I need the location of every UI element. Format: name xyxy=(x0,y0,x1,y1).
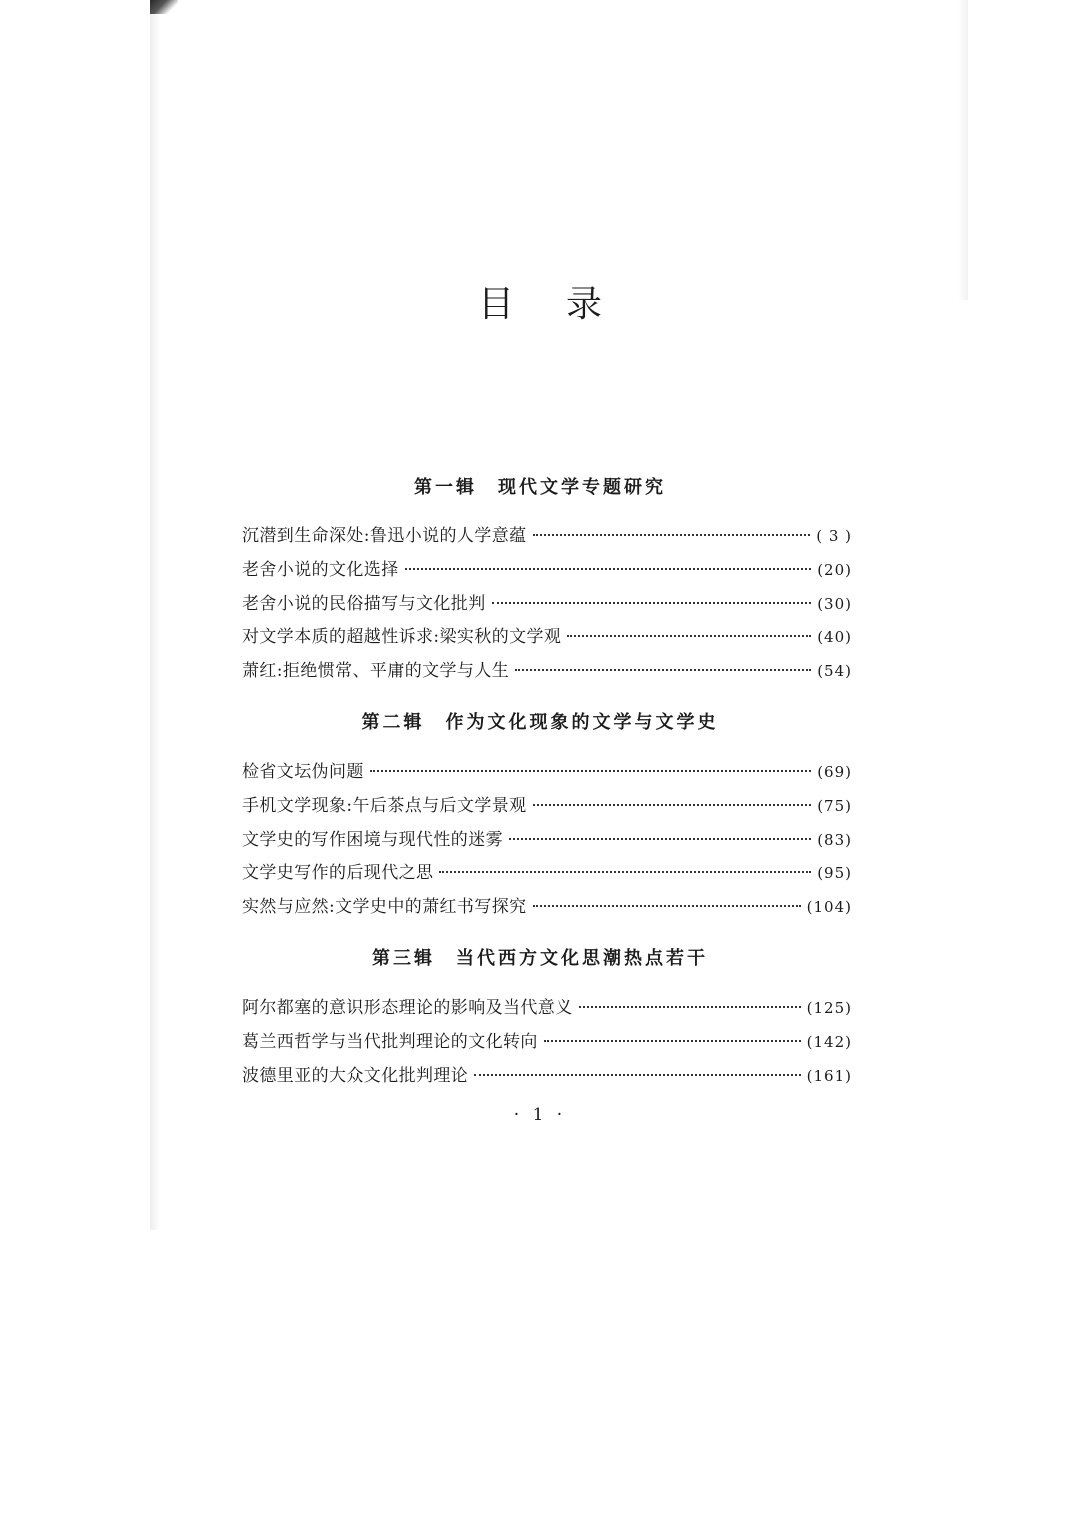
toc-list-section-1 xyxy=(242,520,852,689)
toc-entry[interactable] xyxy=(242,588,852,622)
section-heading-3: 第三辑 当代西方文化思潮热点若干 xyxy=(372,948,708,969)
dot-leader xyxy=(567,635,811,637)
dot-leader xyxy=(370,770,811,772)
toc-entry-title: 实然与应然:文学史中的萧红书写探究 xyxy=(242,897,527,917)
toc-entry-title: 老舍小说的民俗描写与文化批判 xyxy=(242,593,486,614)
toc-entry-title: 文学史的写作困境与现代性的迷雾 xyxy=(242,829,503,850)
toc-entry[interactable] xyxy=(242,891,852,925)
toc-entry-page: (125) xyxy=(806,999,852,1017)
page-number: · 1 · xyxy=(513,1105,567,1125)
toc-entry-page: (75) xyxy=(817,796,852,815)
toc-entry-title: 对文学本质的超越性诉求:梁实秋的文学观 xyxy=(242,627,562,648)
toc-entry-page: (161) xyxy=(806,1066,852,1085)
toc-entry[interactable] xyxy=(242,824,852,858)
section-heading-1: 第一辑 现代文学专题研究 xyxy=(414,477,666,498)
toc-entry[interactable] xyxy=(242,756,852,790)
toc-entry[interactable] xyxy=(242,857,852,891)
toc-entry[interactable] xyxy=(242,1026,852,1060)
toc-entry-page: (142) xyxy=(806,1032,852,1051)
toc-entry-page: (83) xyxy=(817,830,852,849)
toc-entry-title: 沉潜到生命深处:鲁迅小说的人学意蕴 xyxy=(242,526,527,546)
dot-leader xyxy=(579,1006,801,1008)
toc-entry-page: (54) xyxy=(817,662,852,680)
toc-entry-title: 老舍小说的文化选择 xyxy=(242,559,399,580)
dot-leader xyxy=(544,1040,801,1042)
toc-entry[interactable] xyxy=(242,1060,852,1094)
toc-entry-page: (104) xyxy=(806,898,852,916)
dot-leader xyxy=(533,534,811,536)
page-title: 目录 xyxy=(477,284,654,325)
scan-edge-shadow xyxy=(150,0,160,1230)
dot-leader xyxy=(492,602,812,604)
dot-leader xyxy=(509,838,811,840)
toc-entry[interactable] xyxy=(242,621,852,655)
toc-entry-title: 波德里亚的大众文化批判理论 xyxy=(242,1065,469,1086)
toc-entry-page: (69) xyxy=(817,763,852,781)
scan-edge-shadow-right xyxy=(958,0,968,300)
toc-entry-page: (95) xyxy=(817,864,852,883)
toc-list-section-2 xyxy=(242,756,852,925)
toc-entry-title: 文学史写作的后现代之思 xyxy=(242,863,434,884)
toc-list-section-3 xyxy=(242,992,852,1093)
dot-leader xyxy=(533,905,801,907)
toc-entry-title: 检省文坛伪问题 xyxy=(242,762,364,782)
dot-leader xyxy=(515,669,811,671)
dot-leader xyxy=(405,568,812,570)
toc-entry-title: 阿尔都塞的意识形态理论的影响及当代意义 xyxy=(242,998,573,1018)
toc-entry[interactable] xyxy=(242,520,852,554)
scan-corner-mark xyxy=(150,0,178,14)
section-heading-2: 第二辑 作为文化现象的文学与文学史 xyxy=(361,712,719,733)
toc-entry-page: (30) xyxy=(817,594,852,613)
dot-leader xyxy=(439,871,811,873)
toc-entry-title: 葛兰西哲学与当代批判理论的文化转向 xyxy=(242,1031,538,1052)
toc-entry-page: ( 3 ) xyxy=(816,527,852,545)
toc-entry-page: (40) xyxy=(817,628,852,647)
toc-entry[interactable] xyxy=(242,790,852,824)
toc-entry-title: 手机文学现象:午后茶点与后文学景观 xyxy=(242,795,527,816)
toc-entry[interactable] xyxy=(242,655,852,689)
dot-leader xyxy=(533,804,812,806)
toc-entry-page: (20) xyxy=(817,560,852,579)
toc-entry[interactable] xyxy=(242,992,852,1026)
toc-entry-title: 萧红:拒绝惯常、平庸的文学与人生 xyxy=(242,661,510,681)
toc-entry[interactable] xyxy=(242,554,852,588)
dot-leader xyxy=(474,1074,800,1076)
